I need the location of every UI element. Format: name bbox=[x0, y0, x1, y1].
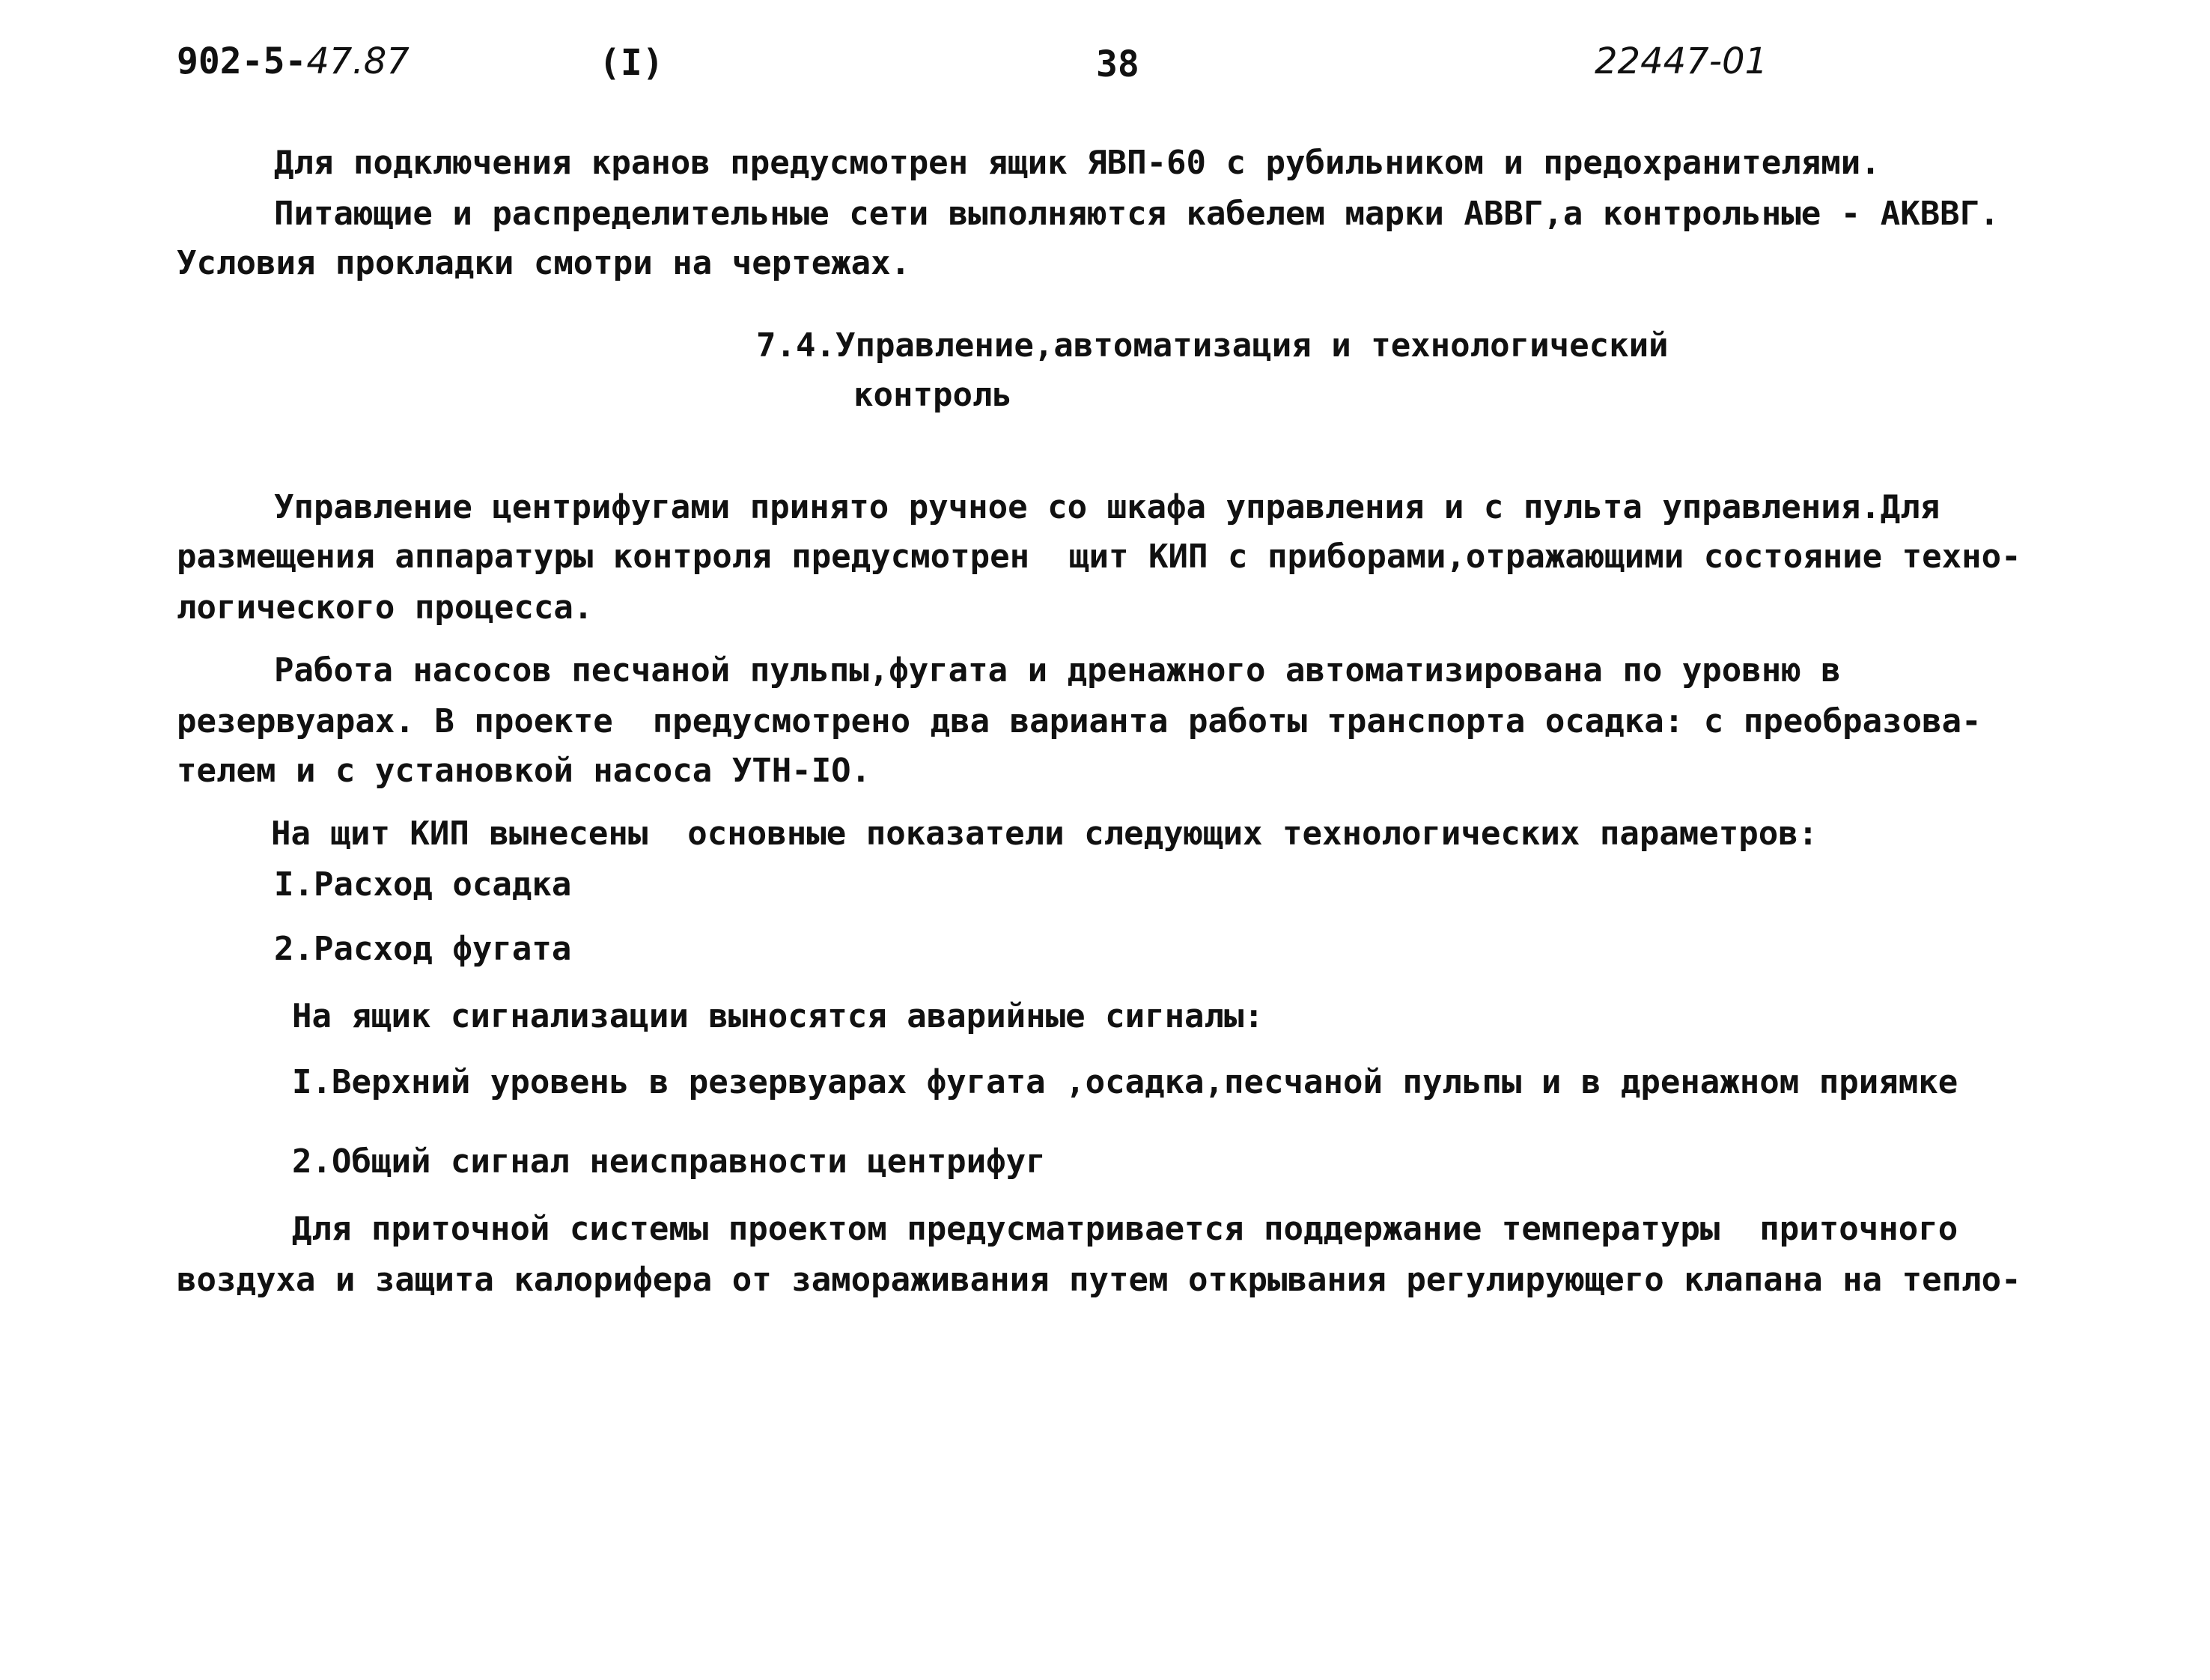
ventilation-text-line: Для приточной системы проектом предусматривается поддержание температуры приточного bbox=[292, 1210, 1958, 1248]
document-code-handwritten: 47.87 bbox=[306, 40, 410, 82]
document-code bbox=[177, 40, 410, 82]
alarm-signals-intro: На ящик сигнализации выносятся аварийные сигналы: bbox=[292, 997, 1264, 1035]
ventilation-text-line: воздуха и защита калорифера от замораживания путем открывания регулирующего клапана на тепло- bbox=[177, 1261, 2021, 1299]
pumps-text-line: Работа насосов песчаной пульпы,фугата и дренажного автоматизирована по уровню в bbox=[274, 651, 1841, 690]
section-heading-continuation: контроль bbox=[853, 376, 1012, 414]
volume-number: (I) bbox=[599, 42, 664, 84]
alarm-signal-item: 2.Общий сигнал неисправности центрифуг bbox=[292, 1142, 1046, 1181]
cables-text-line: Питающие и распределительные сети выполняются кабелем марки АВВГ,а контрольные - АКВВГ. bbox=[274, 195, 2000, 233]
section-heading: 7.4.Управление,автоматизация и технологический bbox=[756, 326, 1669, 365]
pumps-text-line: телем и с установкой насоса УТН-IO. bbox=[177, 752, 871, 790]
panel-parameter-item: 2.Расход фугата bbox=[274, 930, 572, 968]
panel-parameters-intro: На щит КИП вынесены основные показатели следующих технологических параметров: bbox=[271, 815, 1818, 853]
page-number: 38 bbox=[1096, 43, 1139, 85]
control-text-line: Управление центрифугами принято ручное со шкафа управления и с пульта управления.Для bbox=[274, 488, 1940, 526]
control-text-line: размещения аппаратуры контроля предусмотрен щит КИП с приборами,отражающими состояние техно- bbox=[177, 538, 2021, 576]
panel-parameter-item: I.Расход осадка bbox=[274, 865, 572, 904]
alarm-signal-item: I.Верхний уровень в резервуарах фугата ,осадка,песчаной пульпы и в дренажном приямке bbox=[292, 1063, 1958, 1101]
document-code-printed: 902-5- bbox=[177, 40, 307, 82]
inventory-number: 22447-01 bbox=[1595, 40, 1768, 82]
pumps-text-line: резервуарах. В проекте предусмотрено два варианта работы транспорта осадка: с преобразова- bbox=[177, 702, 1982, 740]
cables-text-line: Условия прокладки смотри на чертежах. bbox=[177, 244, 911, 282]
control-text-line: логического процесса. bbox=[177, 588, 594, 627]
cranes-text-line: Для подключения кранов предусмотрен ящик ЯВП-60 с рубильником и предохранителями. bbox=[274, 144, 1881, 182]
